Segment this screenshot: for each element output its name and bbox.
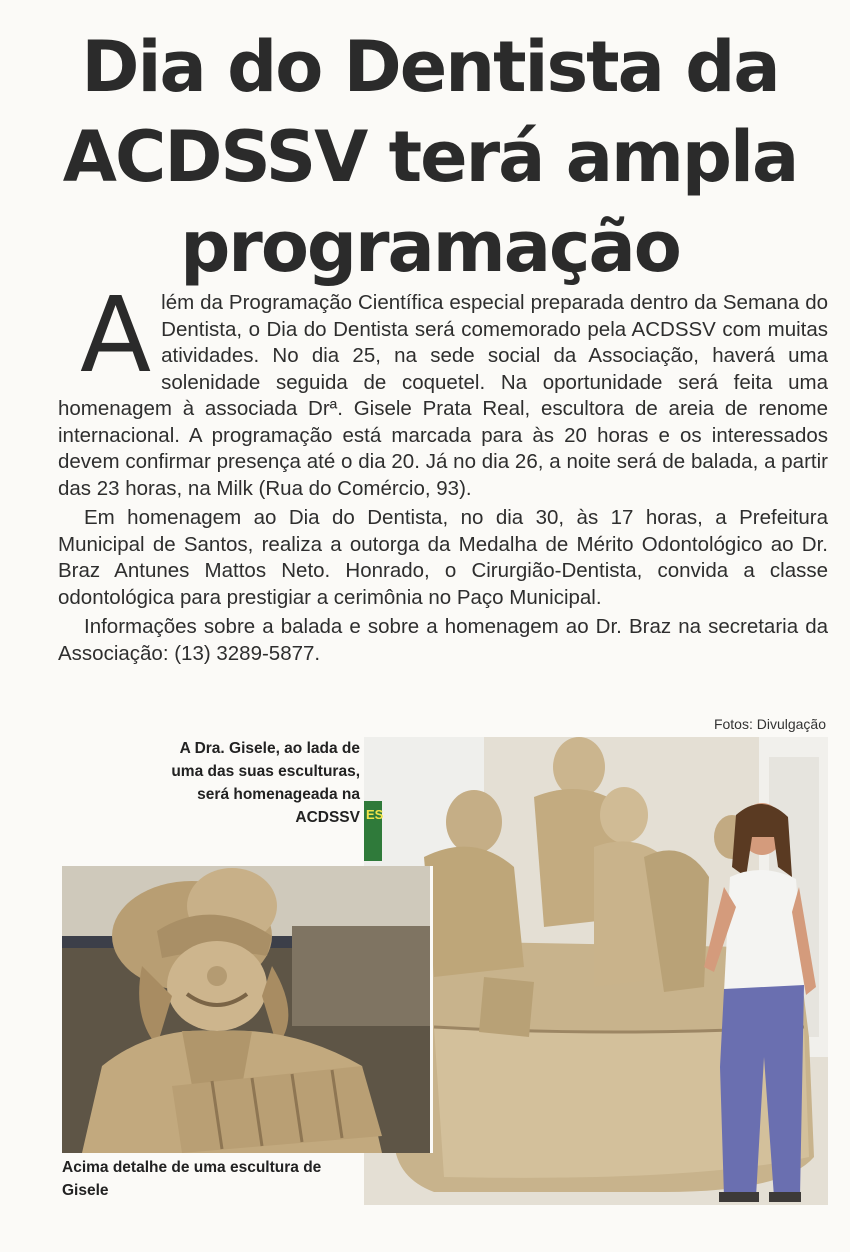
paragraph-2: Em homenagem ao Dia do Dentista, no dia 30, às 17 horas, a Prefeitura Municipal de Santos, realiza a outorga da Medalha de Mérito Odontológico ao Dr. Braz Antunes Mattos Neto. Honrado, o Cirurgião-Dentista, convida a classe odontológica para prestigiar a cerimônia no Paço Municipal. [58, 506, 828, 609]
paragraph-1-text: lém da Programação Científica especial preparada dentro da Semana do Dentista, o Dia do Dentista será comemorado pela ACDSSV com muitas atividades. No dia 25, na sede social da Associação, haverá uma solenidade seguida de coquetel. Na oportunidade será feita uma homenagem à associada Drª. Gisele Prata Real, escultora de areia de renome internacional. A programação está marcada para às 20 horas e os interessados devem confirmar presença até o dia 20. Já no dia 26, a noite será de balada, a partir das 23 horas, na Milk (Rua do Comércio, 93). [58, 291, 828, 500]
title-line-2: ACDSSV terá ampla [62, 116, 798, 198]
caption-main: A Dra. Gisele, ao lada de uma das suas esculturas, será homenageada na ACDSSV [171, 740, 360, 826]
title-line-1: Dia do Dentista da [81, 26, 779, 108]
caption-detail: Acima detalhe de uma escultura de Gisele [62, 1159, 322, 1199]
paragraph-3: Informações sobre a balada e sobre a homenagem ao Dr. Braz na secretaria da Associação: (13) 3289-5877. [58, 615, 828, 665]
svg-text:ES: ES [366, 807, 384, 822]
paragraph-1 [58, 274, 828, 502]
article-body [58, 274, 828, 667]
article-title [40, 22, 820, 292]
clown-sculpture-photo [62, 866, 433, 1153]
title-line-3: programação [180, 206, 680, 288]
drop-cap: A [80, 274, 152, 396]
sand-sculpture-photo [364, 737, 828, 1205]
photo-credit: Fotos: Divulgação [713, 716, 826, 732]
